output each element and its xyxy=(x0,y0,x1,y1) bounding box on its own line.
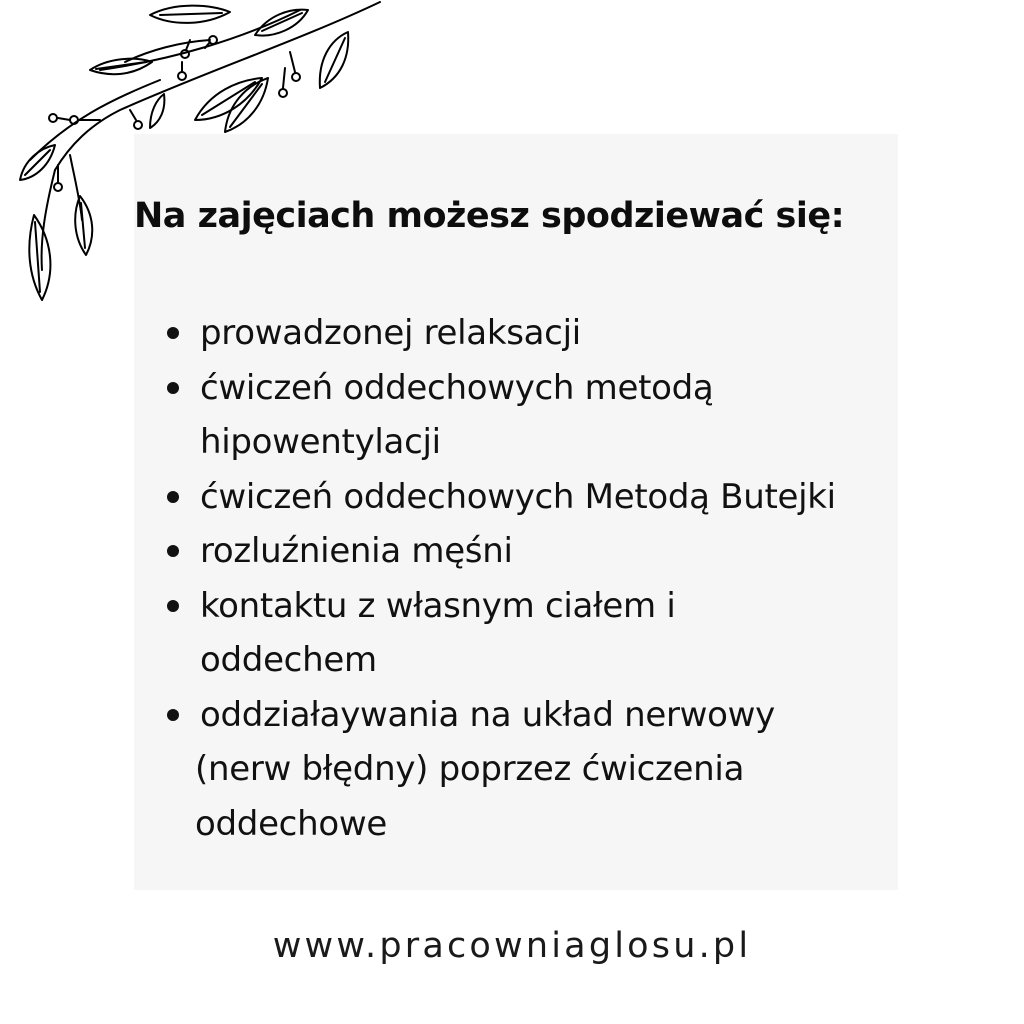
bullet-icon xyxy=(167,600,179,612)
list-item xyxy=(200,470,900,525)
list-item-text: ćwiczeń oddechowych Metodą Butejki xyxy=(200,476,836,517)
list-item-text: oddechem xyxy=(200,640,377,680)
bullet-icon xyxy=(167,327,179,339)
feature-list xyxy=(195,306,900,851)
list-item xyxy=(200,579,900,688)
website-url: www.pracowniaglosu.pl xyxy=(272,926,752,966)
bullet-icon xyxy=(167,709,179,721)
list-item-text: hipowentylacji xyxy=(200,422,441,462)
list-item xyxy=(200,524,900,579)
list-item xyxy=(200,361,900,470)
bullet-icon xyxy=(167,382,179,394)
list-item xyxy=(195,688,900,852)
list-item-text: prowadzonej relaksacji xyxy=(200,313,581,353)
list-item-text: kontaktu z własnym ciałem i xyxy=(200,585,676,626)
list-item-text: oddechowe xyxy=(195,803,387,844)
list-item-text: oddziałaywania na układ nerwowy xyxy=(200,694,775,735)
page-heading: Na zajęciach możesz spodziewać się: xyxy=(134,196,845,236)
leafy-branch-icon xyxy=(0,0,400,320)
list-item xyxy=(200,306,900,361)
bullet-icon xyxy=(167,491,179,503)
bullet-icon xyxy=(167,545,179,557)
list-item-text: (nerw błędny) poprzez ćwiczenia xyxy=(195,749,745,789)
list-item-text: rozluźnienia męśni xyxy=(200,531,513,571)
list-item-text: ćwiczeń oddechowych metodą xyxy=(200,367,714,408)
